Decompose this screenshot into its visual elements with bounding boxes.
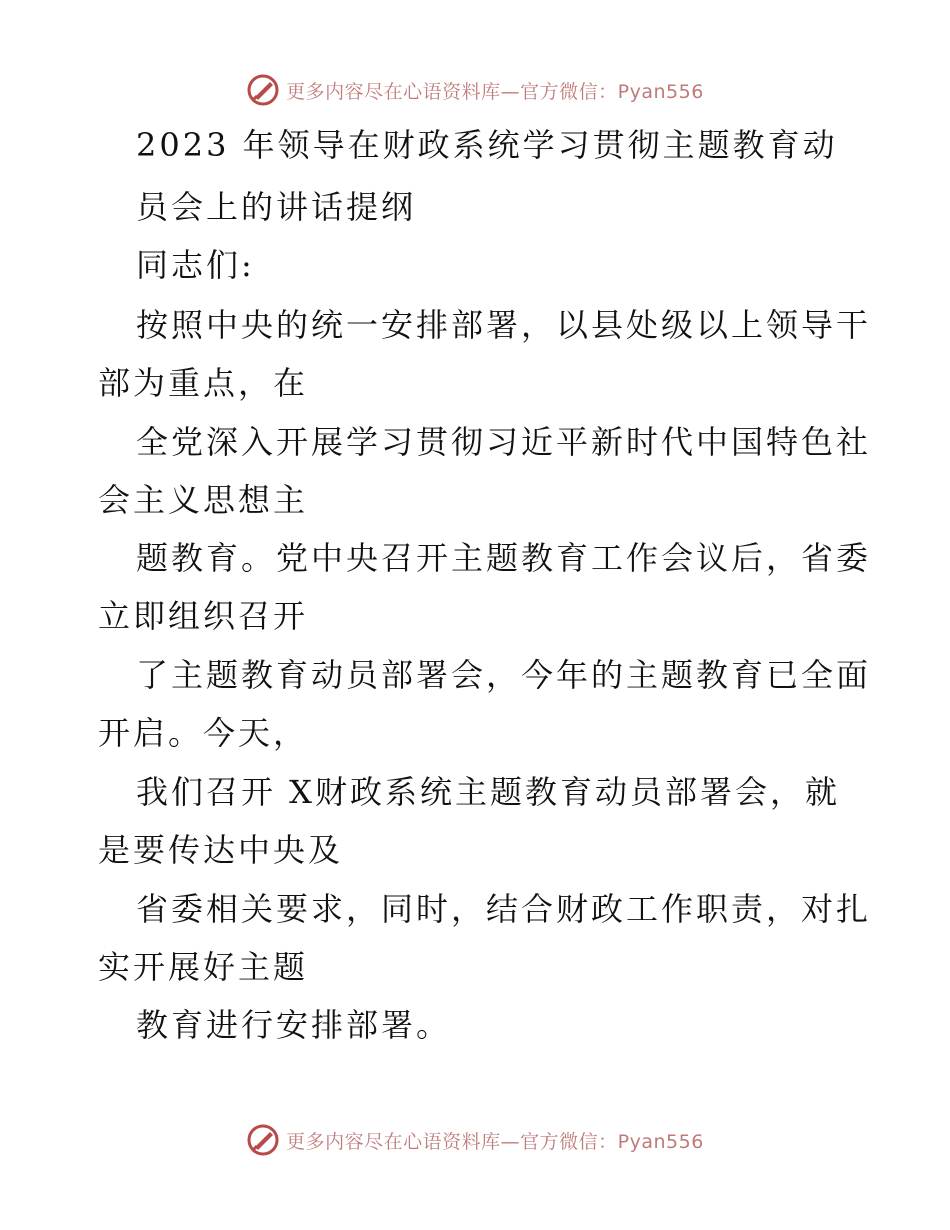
- paragraph-line: 立即组织召开: [98, 597, 309, 635]
- footer-banner-text: 更多内容尽在心语资料库—官方微信：Pyan556: [286, 1130, 704, 1153]
- paragraph-line: 了主题教育动员部署会，今年的主题教育已全面: [136, 656, 872, 694]
- paragraph-line: 全党深入开展学习贯彻习近平新时代中国特色社: [136, 423, 872, 461]
- paragraph-line: 我们召开 X财政系统主题教育动员部署会，就: [136, 773, 840, 811]
- document-title-line-1: 2023 年领导在财政系统学习贯彻主题教育动: [136, 126, 838, 164]
- paragraph-line: 教育进行安排部署。: [136, 1006, 452, 1044]
- paragraph-line: 部为重点，在: [98, 364, 309, 402]
- logo-icon: [246, 1123, 280, 1157]
- paragraph-line: 省委相关要求，同时，结合财政工作职责，对扎: [136, 890, 872, 928]
- salutation: 同志们:: [136, 246, 255, 284]
- document-title-line-2: 员会上的讲话提纲: [136, 188, 417, 226]
- paragraph-line: 开启。今天，: [98, 714, 309, 752]
- paragraph-line: 按照中央的统一安排部署，以县处级以上领导干: [136, 306, 872, 344]
- footer-banner: [0, 1120, 950, 1160]
- header-banner-text: 更多内容尽在心语资料库—官方微信：Pyan556: [286, 80, 704, 103]
- paragraph-line: 会主义思想主: [98, 481, 309, 519]
- paragraph-line: 是要传达中央及: [98, 831, 344, 869]
- paragraph-line: 实开展好主题: [98, 948, 309, 986]
- paragraph-line: 题教育。党中央召开主题教育工作会议后，省委: [136, 539, 872, 577]
